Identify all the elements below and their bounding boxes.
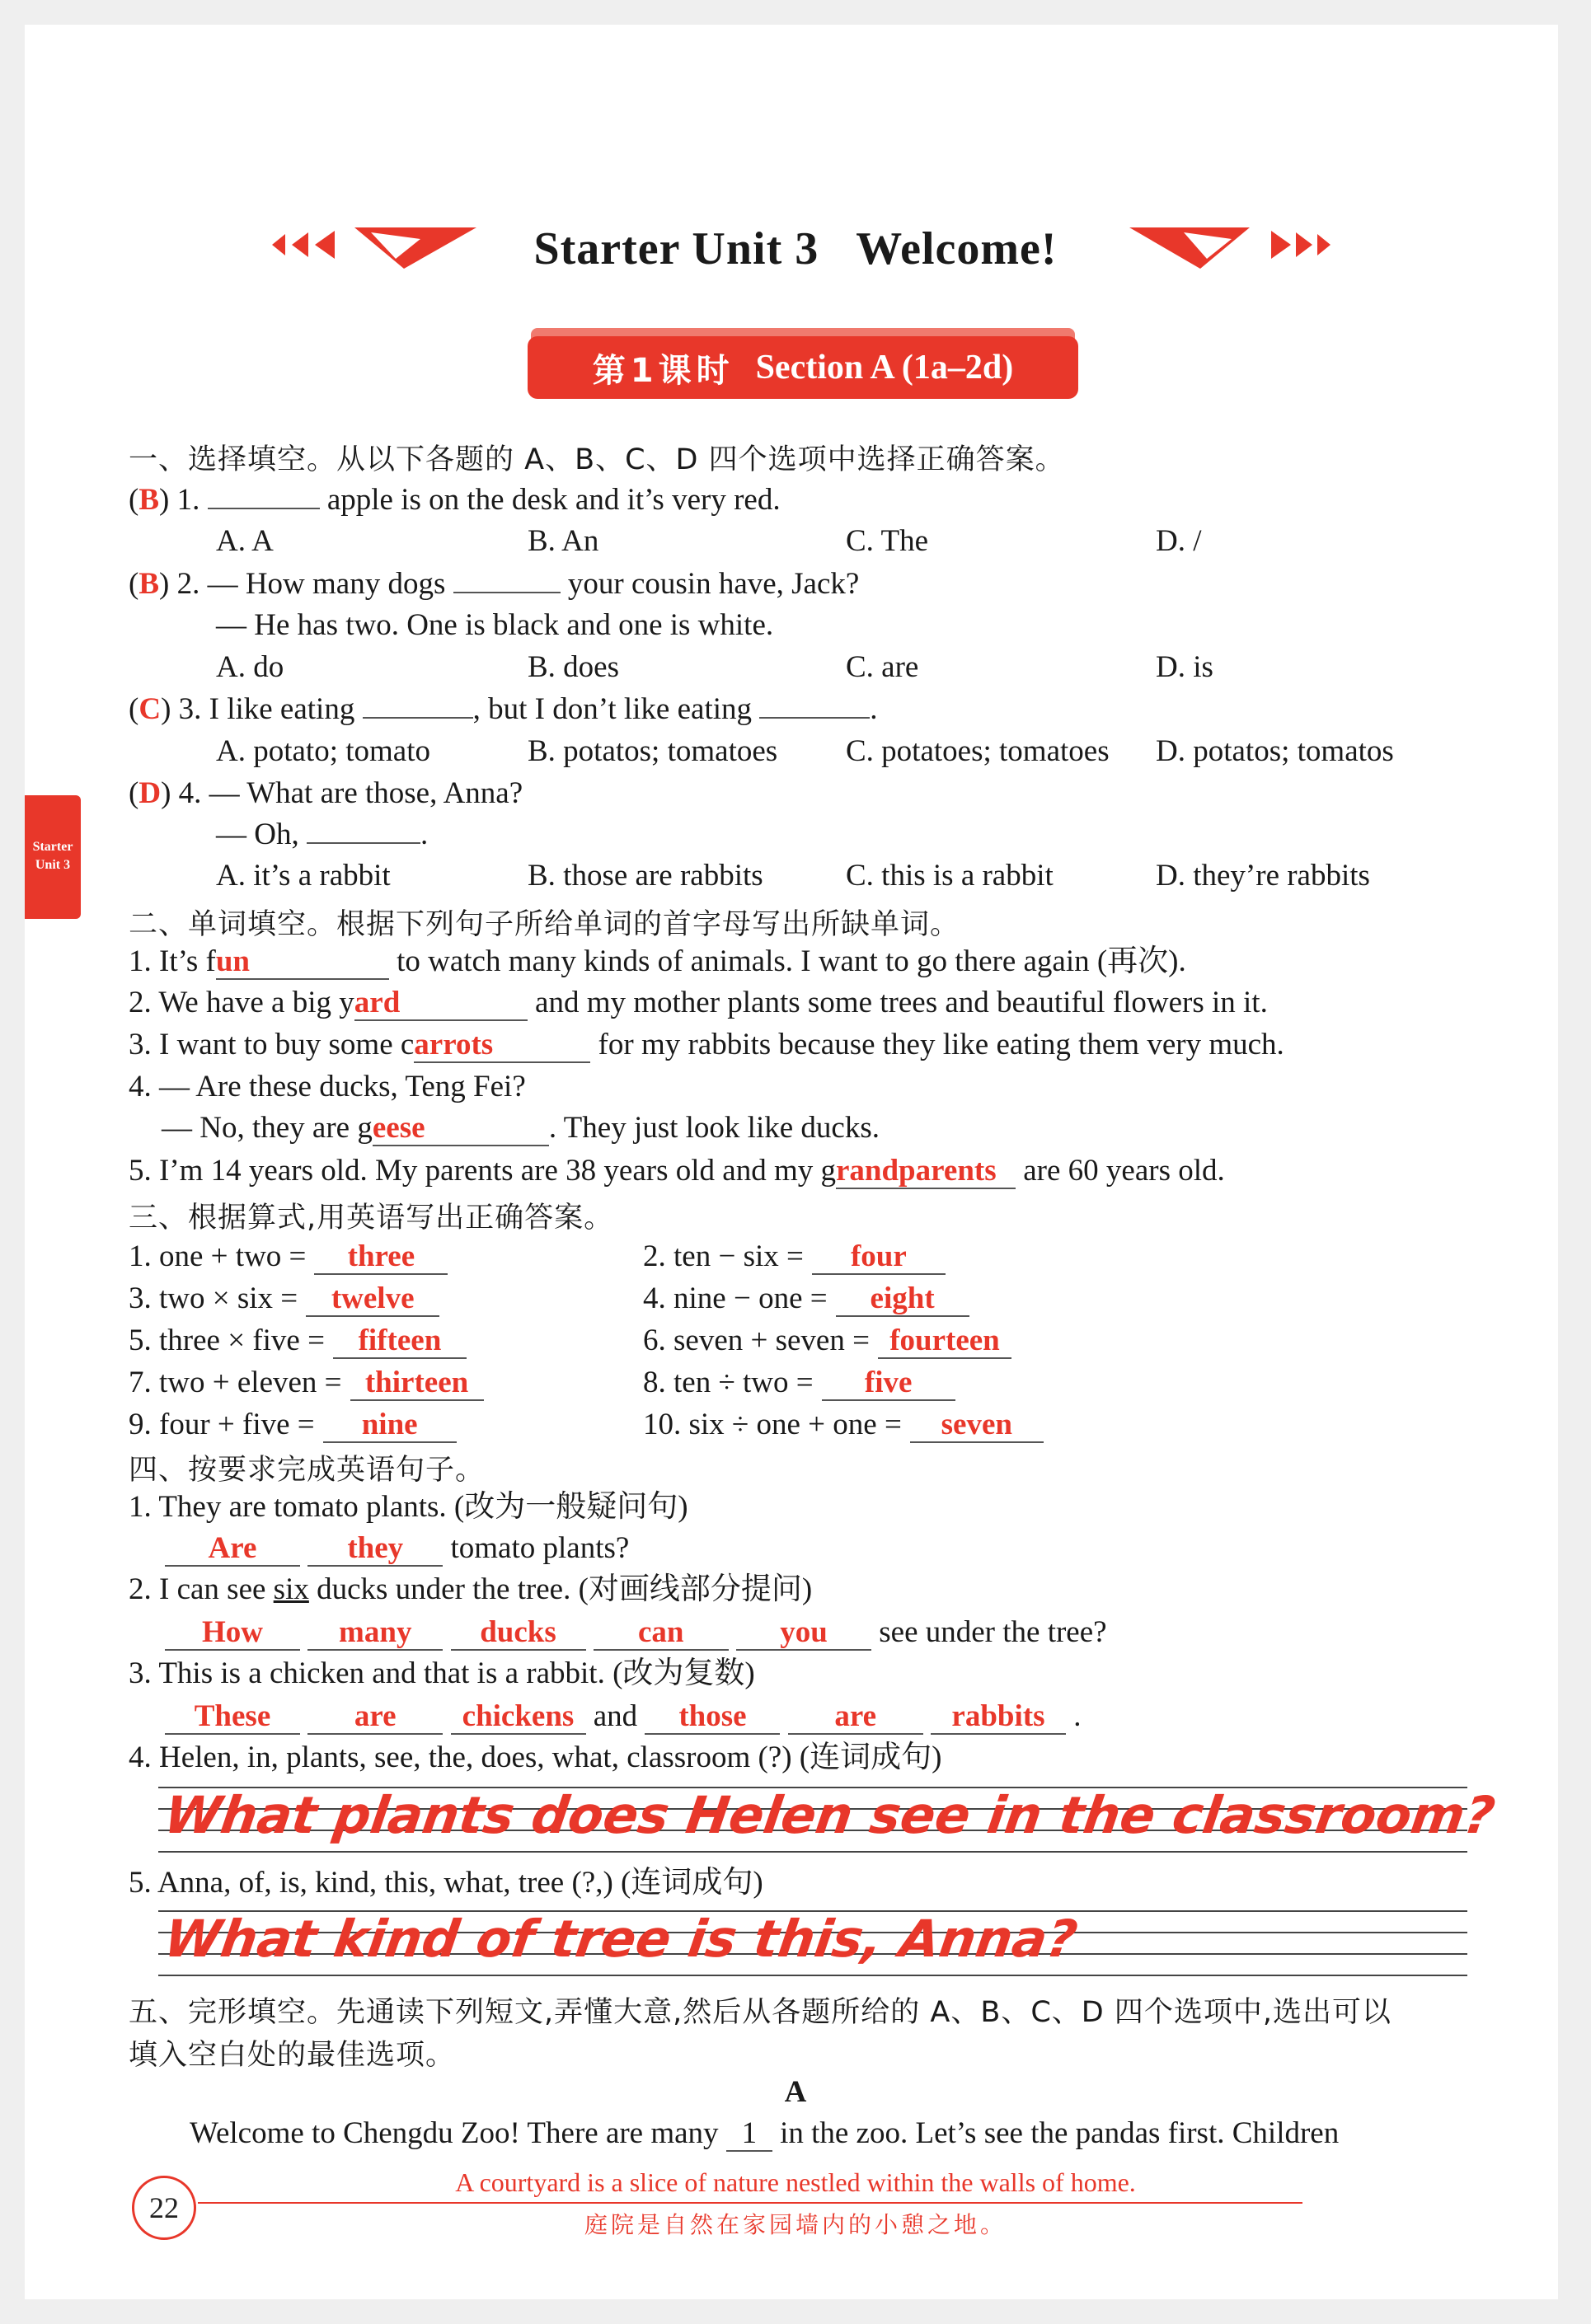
q1-stem: ) 1. xyxy=(159,483,208,517)
p4-q3-ans6: rabbits xyxy=(951,1699,1045,1733)
s2-text: 2. We have a big y xyxy=(129,986,354,1019)
arithmetic-blank xyxy=(910,1408,1044,1443)
p4-q2-tail: see under the tree? xyxy=(879,1615,1107,1649)
q1-option-c: C. The xyxy=(846,524,929,558)
q3-blank1 xyxy=(363,717,473,719)
p4-q3-ans3: chickens xyxy=(462,1699,575,1733)
q3-option-c: C. potatoes; tomatoes xyxy=(846,734,1110,768)
arithmetic-blank xyxy=(323,1408,457,1443)
arithmetic-blank xyxy=(878,1324,1011,1359)
part2-s4-line2 xyxy=(162,1109,880,1147)
q4-line2-end: . xyxy=(420,818,429,851)
q3-option-b: B. potatos; tomatoes xyxy=(528,734,778,768)
q3-answer: C xyxy=(138,692,162,726)
s2-blank xyxy=(354,986,528,1021)
p4-q4-prompt: 4. Helen, in, plants, see, the, does, what, classroom (?) (连词成句) xyxy=(129,1741,942,1774)
p4-q1-prompt: 1. They are tomato plants. (改为一般疑问句) xyxy=(129,1490,688,1524)
passage-text-b: in the zoo. Let’s see the pandas first. Children xyxy=(772,2116,1340,2150)
p4-q1-blank1 xyxy=(165,1532,300,1567)
q3-stem-mid: , but I don’t like eating xyxy=(472,692,760,726)
p4-q3-blank6 xyxy=(931,1700,1066,1735)
p4-q3-ans4: those xyxy=(678,1699,747,1733)
s4-answer: eese xyxy=(372,1111,425,1145)
s3-text-end: for my rabbits because they like eating them very much. xyxy=(590,1028,1284,1061)
arithmetic-item xyxy=(129,1364,484,1402)
arithmetic-item xyxy=(129,1406,457,1444)
arithmetic-question: 6. seven + seven = xyxy=(643,1324,870,1357)
part2-heading: 二、单词填空。根据下列句子所给单词的首字母写出所缺单词。 xyxy=(129,908,960,941)
p4-q3-blank5 xyxy=(788,1700,923,1735)
arithmetic-blank xyxy=(822,1366,955,1401)
part5-heading-line2: 填入空白处的最佳选项。 xyxy=(129,2039,456,2072)
arithmetic-item xyxy=(643,1280,969,1318)
arithmetic-answer: nine xyxy=(361,1408,418,1441)
s3-text: 3. I want to buy some c xyxy=(129,1028,415,1061)
p4-q1-ans2: they xyxy=(347,1531,404,1565)
s5-answer: randparents xyxy=(835,1154,997,1188)
q3-blank2 xyxy=(759,717,870,719)
p4-q4-writing-lines xyxy=(158,1785,1499,1851)
q4-option-a: A. it’s a rabbit xyxy=(216,859,391,893)
q1-answer: B xyxy=(138,483,160,517)
q4-answer: D xyxy=(138,776,162,810)
part2-s2 xyxy=(129,984,1268,1022)
arithmetic-answer: thirteen xyxy=(364,1366,469,1399)
side-tab xyxy=(25,795,81,919)
arithmetic-blank xyxy=(812,1240,946,1275)
p4-q3-and: and xyxy=(593,1699,638,1733)
s1-blank xyxy=(216,945,389,980)
s4-blank xyxy=(373,1112,549,1146)
q2-option-d: D. is xyxy=(1156,650,1213,684)
page-number: 22 xyxy=(132,2176,196,2240)
p4-q5-handwritten-answer: What kind of tree is this, Anna? xyxy=(160,1909,1082,1969)
q1-option-d: D. / xyxy=(1156,524,1202,558)
s4-text-end: . They just look like ducks. xyxy=(548,1111,880,1145)
arithmetic-question: 1. one + two = xyxy=(129,1239,307,1273)
arithmetic-answer: eight xyxy=(870,1281,935,1315)
q4-stem: ) 4. — What are those, Anna? xyxy=(161,776,523,810)
s3-blank xyxy=(414,1028,590,1063)
s5-text: 5. I’m 14 years old. My parents are 38 years old and my g xyxy=(129,1154,836,1188)
q2-line2: — He has two. One is black and one is white. xyxy=(216,608,774,642)
section-label: Section A (1a–2d) xyxy=(755,349,1014,387)
arithmetic-question: 7. two + eleven = xyxy=(129,1366,342,1399)
p4-q1-tail: tomato plants? xyxy=(450,1531,630,1565)
arithmetic-blank xyxy=(836,1282,969,1317)
q2-stem: ) 2. — How many dogs xyxy=(159,567,453,601)
q1-option-b: B. An xyxy=(528,524,599,558)
p4-q2-ans3: ducks xyxy=(480,1615,556,1649)
side-tab-line1: Starter xyxy=(32,840,73,854)
q2-answer: B xyxy=(138,567,160,601)
right-arrow-decoration-icon xyxy=(1126,216,1340,274)
q4-option-c: C. this is a rabbit xyxy=(846,859,1054,893)
arithmetic-answer: fourteen xyxy=(889,1324,1000,1357)
p4-q2-prompt-a: 2. I can see xyxy=(129,1572,274,1606)
part1-q3: (C) 3. I like eating , but I don’t like eating . xyxy=(129,692,878,726)
arithmetic-question: 8. ten ÷ two = xyxy=(643,1366,814,1399)
p4-q2-blank4 xyxy=(594,1616,729,1651)
arithmetic-answer: twelve xyxy=(331,1281,415,1315)
q2-option-b: B. does xyxy=(528,650,619,684)
s2-text-end: and my mother plants some trees and beautiful flowers in it. xyxy=(527,986,1268,1019)
arithmetic-item xyxy=(643,1364,955,1402)
arithmetic-blank xyxy=(333,1324,467,1359)
s2-answer: ard xyxy=(354,986,401,1019)
p4-q2-prompt xyxy=(129,1571,812,1609)
passage-label: A xyxy=(784,2075,807,2109)
arithmetic-answer: seven xyxy=(941,1408,1012,1441)
q4-option-b: B. those are rabbits xyxy=(528,859,763,893)
lesson-label: 第1课时 xyxy=(592,351,734,390)
part3-heading: 三、根据算式,用英语写出正确答案。 xyxy=(129,1202,614,1235)
q4-line2-text: — Oh, xyxy=(216,818,307,851)
part2-s5 xyxy=(129,1152,1225,1190)
s4-text: — No, they are g xyxy=(162,1111,373,1145)
p4-q3-blank2 xyxy=(307,1700,443,1735)
p4-q1-answer-line xyxy=(165,1530,629,1567)
arithmetic-item xyxy=(643,1238,946,1276)
footer-quote-zh: 庭院是自然在家园墙内的小憩之地。 xyxy=(584,2211,1007,2238)
arithmetic-item xyxy=(129,1238,448,1276)
p4-q3-prompt: 3. This is a chicken and that is a rabbit. (改为复数) xyxy=(129,1656,755,1690)
p4-q2-answer-line xyxy=(165,1614,1107,1652)
arithmetic-blank xyxy=(350,1366,484,1401)
arithmetic-item xyxy=(129,1280,439,1318)
p4-q3-answer-line xyxy=(165,1698,1081,1736)
q4-blank xyxy=(307,842,420,844)
q2-option-c: C. are xyxy=(846,650,919,684)
arithmetic-answer: four xyxy=(850,1239,907,1273)
arithmetic-question: 5. three × five = xyxy=(129,1324,325,1357)
p4-q2-blank2 xyxy=(307,1616,443,1651)
p4-q5-prompt: 5. Anna, of, is, kind, this, what, tree (?,) (连词成句) xyxy=(129,1866,763,1900)
s5-blank xyxy=(836,1155,1016,1189)
q3-stem-end: . xyxy=(870,692,878,726)
p4-q4-handwritten-answer: What plants does Helen see in the classroom? xyxy=(160,1785,1499,1845)
p4-q3-end: . xyxy=(1073,1699,1082,1733)
p4-q2-ans1: How xyxy=(202,1615,263,1649)
arithmetic-blank xyxy=(314,1240,448,1275)
arithmetic-question: 4. nine − one = xyxy=(643,1281,828,1315)
p4-q3-ans1: These xyxy=(194,1699,271,1733)
q4-line2 xyxy=(216,816,428,854)
p4-q2-blank5 xyxy=(736,1616,871,1651)
footer-divider xyxy=(198,2202,1302,2204)
s5-text-end: are 60 years old. xyxy=(1015,1154,1225,1188)
q1-option-a: A. A xyxy=(216,524,274,558)
part1-q2: (B) 2. — How many dogs your cousin have, Jack? xyxy=(129,567,860,601)
passage-blank-number: 1 xyxy=(741,2116,758,2150)
s1-text-end: to watch many kinds of animals. I want to go there again (再次). xyxy=(388,944,1186,978)
arithmetic-answer: fifteen xyxy=(358,1324,442,1357)
q3-option-d: D. potatos; tomatos xyxy=(1156,734,1394,768)
q2-blank xyxy=(453,592,561,593)
passage-text-a: Welcome to Chengdu Zoo! There are many xyxy=(190,2116,726,2150)
part1-heading: 一、选择填空。从以下各题的 A、B、C、D 四个选项中选择正确答案。 xyxy=(129,443,1065,476)
p4-q2-underlined: six xyxy=(273,1572,309,1606)
s1-answer: un xyxy=(215,944,251,978)
p4-q2-ans4: can xyxy=(638,1615,684,1649)
part5-heading-line1: 五、完形填空。先通读下列短文,弄懂大意,然后从各题所给的 A、B、C、D 四个选项中,选出可以 xyxy=(129,1996,1392,2029)
arithmetic-question: 10. six ÷ one + one = xyxy=(643,1408,902,1441)
part2-s3 xyxy=(129,1026,1284,1064)
p4-q3-blank3 xyxy=(451,1700,586,1735)
footer-quote-en: A courtyard is a slice of nature nestled within the walls of home. xyxy=(455,2167,1136,2197)
q2-stem-end: your cousin have, Jack? xyxy=(560,567,860,601)
p4-q1-ans1: Are xyxy=(208,1531,257,1565)
p4-q2-ans2: many xyxy=(339,1615,412,1649)
page-title: Starter Unit 3 Welcome! xyxy=(533,223,1058,274)
passage-blank-1 xyxy=(726,2117,772,2152)
q3-stem: ) 3. I like eating xyxy=(161,692,363,726)
arithmetic-question: 9. four + five = xyxy=(129,1408,315,1441)
q1-stem-end: apple is on the desk and it’s very red. xyxy=(319,483,781,517)
p4-q2-blank1 xyxy=(165,1616,300,1651)
p4-q3-ans2: are xyxy=(354,1699,397,1733)
p4-q2-ans5: you xyxy=(780,1615,828,1649)
p4-q3-blank1 xyxy=(165,1700,300,1735)
q1-blank xyxy=(208,508,320,509)
arithmetic-blank xyxy=(306,1282,439,1317)
p4-q2-blank3 xyxy=(451,1616,586,1651)
q3-option-a: A. potato; tomato xyxy=(216,734,430,768)
s3-answer: arrots xyxy=(414,1028,494,1061)
part2-s4-line1: 4. — Are these ducks, Teng Fei? xyxy=(129,1070,526,1103)
s1-text: 1. It’s f xyxy=(129,944,216,978)
arithmetic-item xyxy=(643,1406,1044,1444)
q4-option-d: D. they’re rabbits xyxy=(1156,859,1370,893)
arithmetic-item xyxy=(129,1322,467,1360)
part4-heading: 四、按要求完成英语句子。 xyxy=(129,1454,486,1487)
arithmetic-item xyxy=(643,1322,1011,1360)
p4-q5-writing-lines xyxy=(158,1910,1467,1975)
p4-q3-blank4 xyxy=(645,1700,780,1735)
part1-q4: (D) 4. — What are those, Anna? xyxy=(129,776,523,810)
side-tab-line2: Unit 3 xyxy=(35,858,71,872)
part2-s1 xyxy=(129,943,1186,981)
lesson-banner xyxy=(528,336,1078,399)
p4-q1-blank2 xyxy=(307,1532,443,1567)
p4-q3-ans5: are xyxy=(834,1699,877,1733)
arithmetic-question: 3. two × six = xyxy=(129,1281,298,1315)
arithmetic-question: 2. ten − six = xyxy=(643,1239,804,1273)
q2-option-a: A. do xyxy=(216,650,284,684)
p4-q2-prompt-b: ducks under the tree. (对画线部分提问) xyxy=(308,1572,813,1606)
arithmetic-answer: three xyxy=(347,1239,415,1273)
passage-text xyxy=(190,2115,1339,2153)
part1-q1: (B) 1. apple is on the desk and it’s very red. xyxy=(129,483,781,517)
arithmetic-answer: five xyxy=(864,1366,913,1399)
